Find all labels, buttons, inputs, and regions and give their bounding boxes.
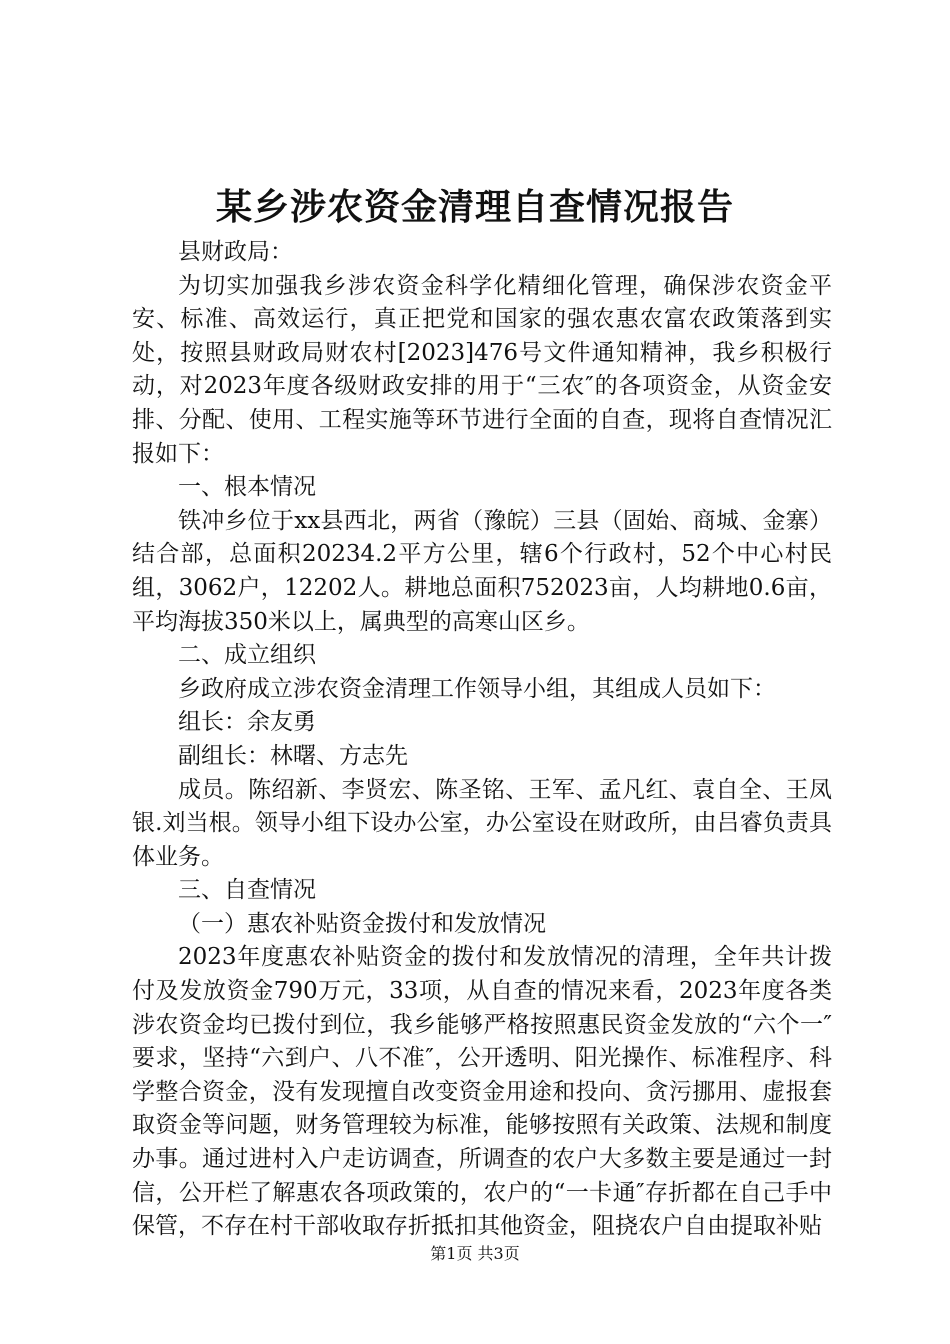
group-leader: 组长：余友勇 xyxy=(178,709,316,736)
section-heading-basic: 一、根本情况 xyxy=(178,474,316,501)
paragraph-subsidy: 2023年度惠农补贴资金的拨付和发放情况的清理，全年共计拨付及发放资金790万元，33项，从自查的情况来看，2023年度各类涉农资金均已拨付到位，我乡能够严格按照惠民资金发放的“六个一″要求，坚持“六到户、八不准″，公开透明、阳光操作、标准程序、科学整合资金，没有发现擅自改变资金用途和投向、贪污挪用、虚报套取资金等问题，财务管理较为标准，能够按照有关政策、法规和制度办事。通过进村入户走访调查，所调查的农户大多数主要是通过一封信，公开栏了解惠农各项政策的，农户的“一卡通″存折都在自己手中保管，不存在村干部收取存折抵扣其他资金，阻挠农户自由提取补贴 xyxy=(132,944,832,1240)
document-body xyxy=(132,236,832,1244)
subsection-heading-subsidy: （一）惠农补贴资金拨付和发放情况 xyxy=(178,910,546,937)
section-heading-self-check: 三、自查情况 xyxy=(178,877,316,904)
salutation: 县财政局： xyxy=(178,239,293,265)
paragraph-intro: 为切实加强我乡涉农资金科学化精细化管理，确保涉农资金平安、标准、高效运行，真正把党和国家的强农惠农富农政策落到实处，按照县财政局财农村[2023]476号文件通知精神，我乡积极行动，对2023年度各级财政安排的用于“三农″的各项资金，从资金安排、分配、使用、工程实施等环节进行全面的自查，现将自查情况汇报如下： xyxy=(132,272,832,467)
page-number: 第1页 共3页 xyxy=(430,1244,520,1263)
document-title: 某乡涉农资金清理自查情况报告 xyxy=(215,186,734,228)
section-heading-organization: 二、成立组织 xyxy=(178,642,316,669)
paragraph-organization: 乡政府成立涉农资金清理工作领导小组，其组成人员如下： xyxy=(178,675,776,702)
deputy-group-leader: 副组长：林曙、方志先 xyxy=(178,742,408,769)
group-members: 成员。陈绍新、李贤宏、陈圣铭、王军、孟凡红、袁自全、王凤银.刘当根。领导小组下设办公室，办公室设在财政所，由吕睿负责具体业务。 xyxy=(132,776,832,870)
paragraph-basic-info: 铁冲乡位于xx县西北，两省（豫皖）三县（固始、商城、金寨）结合部，总面积20234.2平方公里，辖6个行政村，52个中心村民组，3062户，12202人。耕地总面积752023亩，人均耕地0.6亩，平均海拔350米以上，属典型的高寒山区乡。 xyxy=(132,507,832,635)
